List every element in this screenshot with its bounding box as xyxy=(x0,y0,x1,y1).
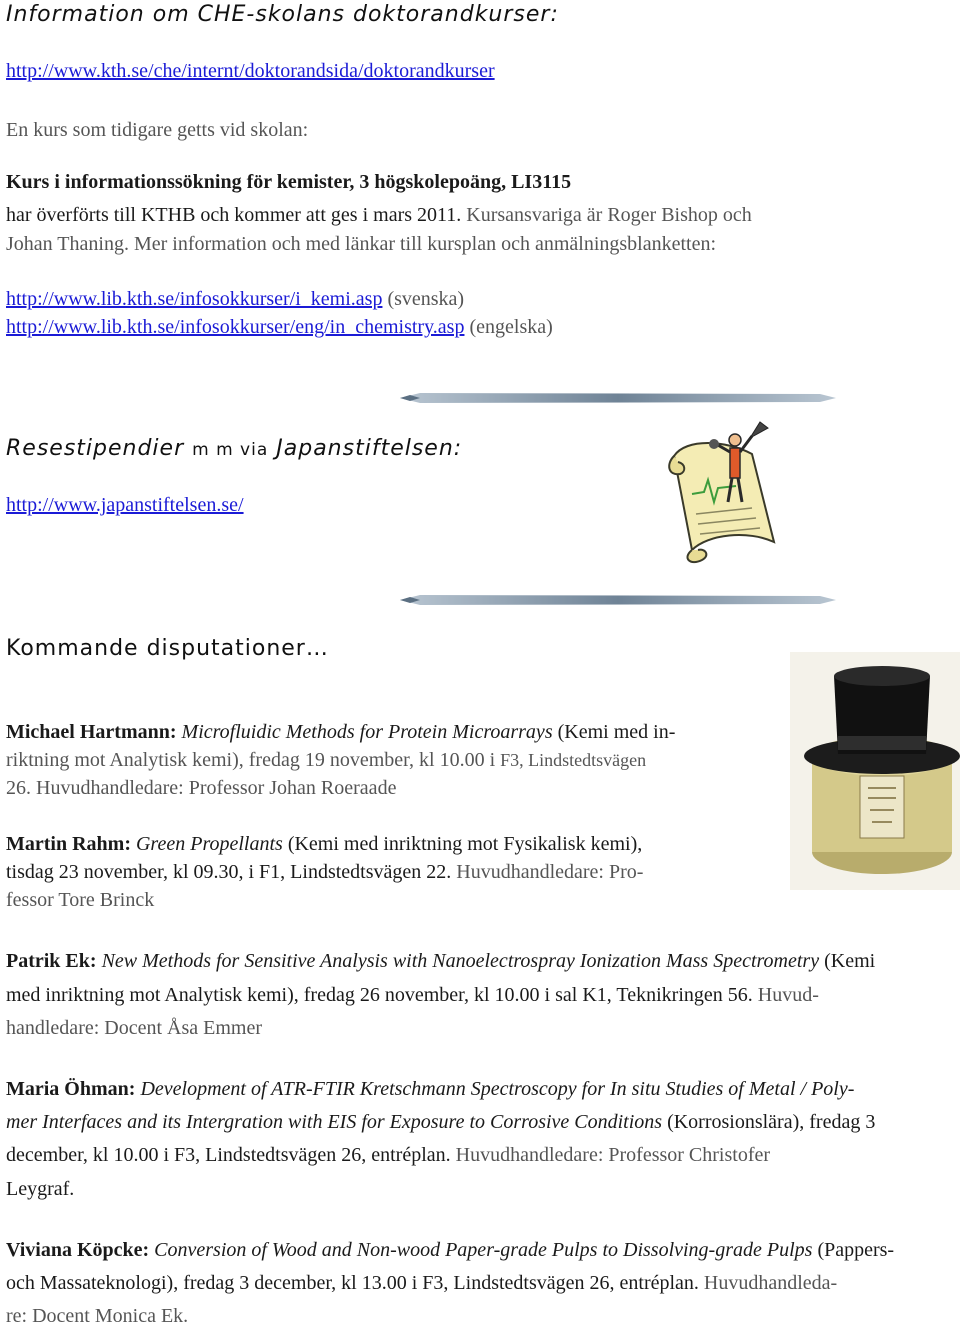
defense-4-line-3 xyxy=(6,1141,770,1169)
defense-2-l2b: Huvudhandledare: Pro- xyxy=(456,861,644,883)
defense-2-line-3: fessor Tore Brinck xyxy=(6,889,155,911)
courses-link[interactable]: http://www.kth.se/che/internt/doktorandsida/doktorandkurser xyxy=(6,60,495,82)
top-hat-photo xyxy=(790,652,960,890)
english-note: (engelska) xyxy=(469,316,553,338)
defense-2-line-1 xyxy=(6,830,642,858)
defense-4-l3b: Huvudhandledare: Professor Christofer xyxy=(455,1144,771,1166)
defense-5-line-3: re: Docent Monica Ek. xyxy=(6,1305,189,1327)
course-link-english[interactable]: http://www.lib.kth.se/infosokkurser/eng/in_chemistry.asp xyxy=(6,316,465,338)
defense-1-l2-small: F3, Lindstedtsvägen xyxy=(500,750,647,770)
defense-5-line-2 xyxy=(6,1269,837,1297)
defense-4-line-4: Leygraf. xyxy=(6,1178,75,1200)
course-link-swedish[interactable]: http://www.lib.kth.se/infosokkurser/i_kemi.asp xyxy=(6,288,383,310)
defense-2-l2a: tisdag 23 november, kl 09.30, i F1, Lindstedtsvägen 22. xyxy=(6,861,452,883)
defense-3-l2a: med inriktning mot Analytisk kemi), fredag 26 november, kl 10.00 i sal K1, Teknikringen 56. xyxy=(6,984,753,1006)
course-title: Kurs i informationssökning för kemister, 3 högskolepoäng, LI3115 xyxy=(6,171,572,193)
defense-4-line-2 xyxy=(6,1108,875,1136)
swedish-note: (svenska) xyxy=(387,288,465,310)
defense-1-name: Michael Hartmann: xyxy=(6,721,177,743)
courses-intro: En kurs som tidigare getts vid skolan: xyxy=(6,119,309,141)
defense-3-title: New Methods for Sensitive Analysis with Nanoelectrospray Ionization Mass Spectrometry xyxy=(101,950,820,972)
defense-5-l2b: Huvudhandleda- xyxy=(703,1272,838,1294)
defense-4-title-1: Development of ATR-FTIR Kretschmann Spectroscopy for In situ Studies of Metal / Poly- xyxy=(140,1078,855,1100)
scroll-climber-illustration xyxy=(656,418,806,566)
defense-3-line-3: handledare: Docent Åsa Emmer xyxy=(6,1017,263,1039)
course-line-1b: Kursansvariga är Roger Bishop och xyxy=(466,204,752,226)
defense-1-line-3 xyxy=(6,774,396,802)
section-heading-defenses: Kommande disputationer… xyxy=(6,636,329,661)
defense-1-line-2 xyxy=(6,746,646,774)
defense-4-l2-rest: (Korrosionslära), fredag 3 xyxy=(667,1111,876,1133)
defense-3-line-1 xyxy=(6,947,875,975)
defense-5-line-1 xyxy=(6,1236,894,1264)
scholarships-heading-b: m m via xyxy=(192,440,269,460)
link-row-swedish xyxy=(6,285,464,313)
defense-4-line-1 xyxy=(6,1075,854,1103)
defense-4-title-2: mer Interfaces and its Intergration with EIS for Exposure to Corrosive Conditions xyxy=(6,1111,663,1133)
defense-5-title: Conversion of Wood and Non-wood Paper-grade Pulps to Dissolving-grade Pulps xyxy=(154,1239,813,1261)
defense-1-line-1 xyxy=(6,718,675,746)
section-heading-courses: Information om CHE-skolans doktorandkurser: xyxy=(6,2,559,27)
section-divider-2 xyxy=(0,590,840,610)
defense-1-l3a: 26. xyxy=(6,777,31,799)
defense-3-l2b: Huvud- xyxy=(757,984,819,1006)
defense-3-name: Patrik Ek: xyxy=(6,950,97,972)
defense-1-l2: riktning mot Analytisk kemi), fredag 19 november, kl 10.00 i xyxy=(6,749,496,771)
defense-1-title: Microfluidic Methods for Protein Microarrays xyxy=(181,721,553,743)
section-divider-1 xyxy=(0,388,840,408)
section-heading-scholarships xyxy=(6,436,462,461)
course-line-2 xyxy=(6,230,716,258)
japan-foundation-link[interactable]: http://www.japanstiftelsen.se/ xyxy=(6,494,244,516)
defense-4-name: Maria Öhman: xyxy=(6,1078,136,1100)
defense-5-l2a: och Massateknologi), fredag 3 december, kl 13.00 i F3, Lindstedtsvägen 26, entréplan. xyxy=(6,1272,699,1294)
defense-1-rest: (Kemi med in- xyxy=(557,721,676,743)
defense-2-rest: (Kemi med inriktning mot Fysikalisk kemi), xyxy=(287,833,643,855)
defense-2-title: Green Propellants xyxy=(135,833,283,855)
scholarships-heading-c: Japanstiftelsen: xyxy=(276,436,463,461)
scholarships-heading-a: Resestipendier xyxy=(6,436,185,461)
defense-3-line-2 xyxy=(6,981,819,1009)
defense-5-rest: (Pappers- xyxy=(817,1239,895,1261)
link-row-english xyxy=(6,313,553,341)
defense-3-rest: (Kemi xyxy=(824,950,876,972)
defense-2-line-2 xyxy=(6,858,643,886)
defense-5-name: Viviana Köpcke: xyxy=(6,1239,150,1261)
course-line-1a: har överförts till KTHB och kommer att ges i mars 2011. xyxy=(6,204,462,226)
defense-2-name: Martin Rahm: xyxy=(6,833,131,855)
course-line-2a: Johan Thaning. xyxy=(6,233,129,255)
defense-4-l3a: december, kl 10.00 i F3, Lindstedtsvägen 26, entréplan. xyxy=(6,1144,451,1166)
course-line-1 xyxy=(6,201,752,229)
defense-1-l3b: Huvudhandledare: Professor Johan Roeraade xyxy=(36,777,397,799)
course-line-2b: Mer information och med länkar till kursplan och anmälningsblanketten: xyxy=(133,233,717,255)
